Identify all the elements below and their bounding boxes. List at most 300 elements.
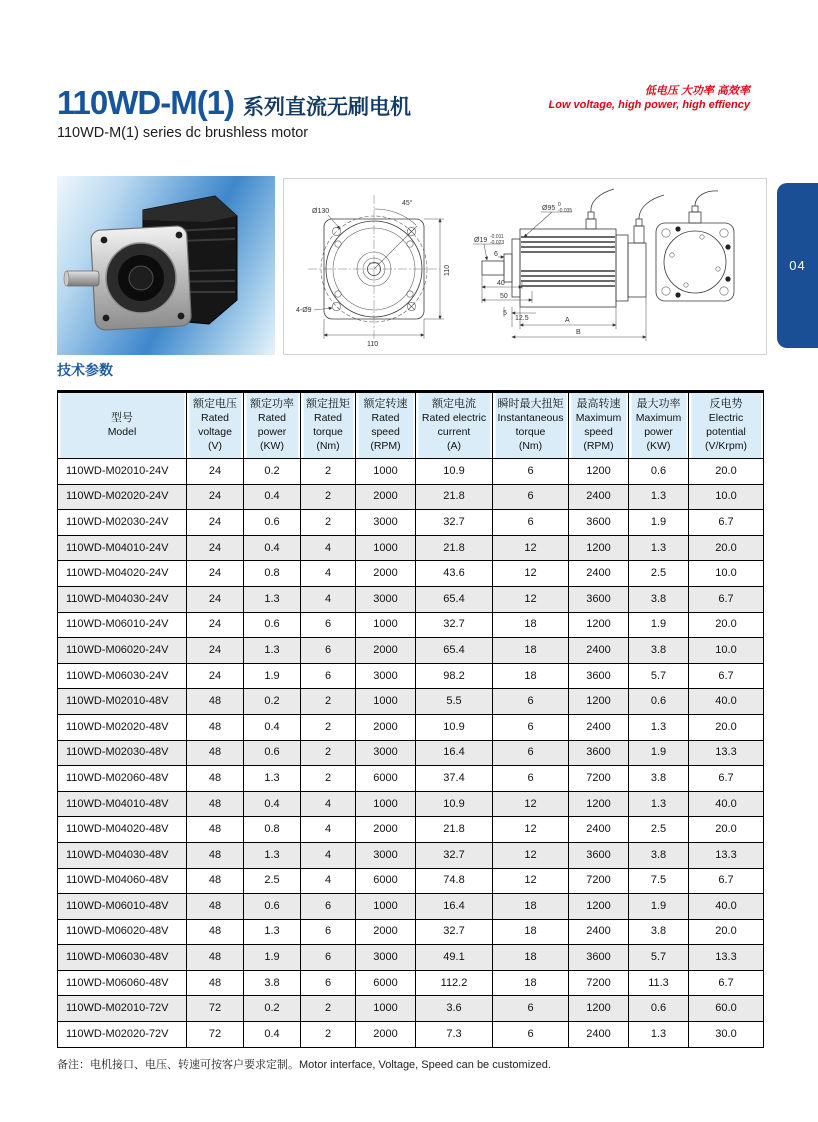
value-cell: 40.0 [689, 689, 764, 715]
value-cell: 2000 [356, 561, 416, 587]
value-cell: 2 [301, 766, 356, 792]
value-cell: 3600 [569, 663, 629, 689]
value-cell: 2.5 [244, 868, 301, 894]
value-cell: 24 [187, 612, 244, 638]
value-cell: 40.0 [689, 791, 764, 817]
value-cell: 0.4 [244, 791, 301, 817]
value-cell: 18 [493, 663, 569, 689]
value-cell: 3.8 [629, 842, 689, 868]
value-cell: 72 [187, 996, 244, 1022]
value-cell: 2.5 [629, 561, 689, 587]
table-row [58, 766, 764, 792]
dim-label: 50 [500, 293, 508, 300]
table-row [58, 484, 764, 510]
value-cell: 48 [187, 970, 244, 996]
value-cell: 4 [301, 868, 356, 894]
value-cell: 48 [187, 894, 244, 920]
value-cell: 0.6 [629, 459, 689, 485]
value-cell: 4 [301, 842, 356, 868]
value-cell: 3.8 [629, 586, 689, 612]
motor-illustration [57, 176, 275, 355]
dim-tolerance: 0 [558, 202, 561, 208]
value-cell: 6 [493, 1022, 569, 1048]
value-cell: 6 [493, 459, 569, 485]
value-cell: 6000 [356, 970, 416, 996]
value-cell: 4 [301, 586, 356, 612]
value-cell: 12 [493, 842, 569, 868]
value-cell: 2400 [569, 1022, 629, 1048]
model-cell: 110WD-M02010-48V [58, 689, 187, 715]
page-number-tab [777, 183, 818, 348]
value-cell: 0.2 [244, 996, 301, 1022]
value-cell: 6 [493, 484, 569, 510]
product-subtitle: 110WD-M(1) series dc brushless motor [57, 125, 309, 141]
table-row [58, 612, 764, 638]
value-cell: 6 [301, 894, 356, 920]
value-cell: 48 [187, 766, 244, 792]
value-cell: 48 [187, 868, 244, 894]
spec-table [57, 390, 764, 1048]
model-cell: 110WD-M02020-72V [58, 1022, 187, 1048]
value-cell: 6 [493, 740, 569, 766]
value-cell: 72 [187, 1022, 244, 1048]
page-number: 04 [789, 258, 806, 273]
model-cell: 110WD-M04060-48V [58, 868, 187, 894]
dim-label: Ø95 [542, 205, 556, 212]
header-row [58, 392, 764, 459]
value-cell: 0.2 [244, 459, 301, 485]
value-cell: 20.0 [689, 817, 764, 843]
value-cell: 21.8 [416, 817, 493, 843]
spec-table-head [58, 392, 764, 459]
value-cell: 1200 [569, 689, 629, 715]
value-cell: 6 [493, 714, 569, 740]
value-cell: 6.7 [689, 663, 764, 689]
value-cell: 3000 [356, 663, 416, 689]
value-cell: 1200 [569, 535, 629, 561]
value-cell: 37.4 [416, 766, 493, 792]
value-cell: 2 [301, 1022, 356, 1048]
side-view [473, 189, 664, 341]
value-cell: 43.6 [416, 561, 493, 587]
header-cell: 最高转速 Maximum speed (RPM) [569, 392, 629, 459]
value-cell: 32.7 [416, 612, 493, 638]
value-cell: 65.4 [416, 586, 493, 612]
product-photo [57, 176, 275, 355]
value-cell: 24 [187, 663, 244, 689]
value-cell: 3000 [356, 510, 416, 536]
value-cell: 3000 [356, 586, 416, 612]
value-cell: 3000 [356, 740, 416, 766]
value-cell: 0.6 [244, 740, 301, 766]
value-cell: 6000 [356, 868, 416, 894]
value-cell: 5.7 [629, 663, 689, 689]
value-cell: 21.8 [416, 535, 493, 561]
value-cell: 24 [187, 535, 244, 561]
value-cell: 5.5 [416, 689, 493, 715]
value-cell: 1200 [569, 791, 629, 817]
header-cell: 额定功率 Rated power (KW) [244, 392, 301, 459]
model-cell: 110WD-M04010-24V [58, 535, 187, 561]
value-cell: 60.0 [689, 996, 764, 1022]
customization-note: 备注：电机接口、电压、转速可按客户要求定制。Motor interface, Voltage, Speed can be customized. [57, 1059, 551, 1071]
value-cell: 6.7 [689, 510, 764, 536]
value-cell: 11.3 [629, 970, 689, 996]
table-row [58, 459, 764, 485]
value-cell: 2400 [569, 484, 629, 510]
value-cell: 2400 [569, 714, 629, 740]
value-cell: 6 [493, 766, 569, 792]
value-cell: 0.4 [244, 484, 301, 510]
section-title: 技术参数 [57, 362, 113, 378]
value-cell: 3600 [569, 586, 629, 612]
value-cell: 1.3 [244, 586, 301, 612]
value-cell: 4 [301, 535, 356, 561]
value-cell: 18 [493, 638, 569, 664]
value-cell: 6.7 [689, 586, 764, 612]
header-cell: 瞬时最大扭矩 Instantaneous torque (Nm) [493, 392, 569, 459]
value-cell: 1000 [356, 996, 416, 1022]
value-cell: 4 [301, 817, 356, 843]
value-cell: 1000 [356, 459, 416, 485]
table-row [58, 561, 764, 587]
value-cell: 1.9 [629, 894, 689, 920]
value-cell: 13.3 [689, 842, 764, 868]
value-cell: 3.8 [629, 638, 689, 664]
value-cell: 0.6 [244, 510, 301, 536]
table-row [58, 842, 764, 868]
value-cell: 1.3 [629, 791, 689, 817]
dim-label: 110 [367, 341, 379, 348]
value-cell: 24 [187, 459, 244, 485]
value-cell: 4 [301, 561, 356, 587]
table-row [58, 510, 764, 536]
model-cell: 110WD-M04030-24V [58, 586, 187, 612]
value-cell: 20.0 [689, 459, 764, 485]
value-cell: 2 [301, 740, 356, 766]
dim-label: 12.5 [515, 315, 529, 322]
model-cell: 110WD-M04020-24V [58, 561, 187, 587]
value-cell: 2 [301, 484, 356, 510]
product-title-cn: 系列直流无刷电机 [243, 96, 412, 119]
product-title: 110WD-M(1) [57, 84, 235, 121]
model-cell: 110WD-M02020-24V [58, 484, 187, 510]
value-cell: 7.5 [629, 868, 689, 894]
value-cell: 18 [493, 919, 569, 945]
model-cell: 110WD-M04020-48V [58, 817, 187, 843]
value-cell: 3600 [569, 842, 629, 868]
value-cell: 2000 [356, 1022, 416, 1048]
value-cell: 6.7 [689, 766, 764, 792]
value-cell: 2000 [356, 714, 416, 740]
value-cell: 49.1 [416, 945, 493, 971]
rear-view [656, 191, 734, 301]
model-cell: 110WD-M04030-48V [58, 842, 187, 868]
value-cell: 20.0 [689, 612, 764, 638]
value-cell: 1.9 [629, 612, 689, 638]
value-cell: 18 [493, 894, 569, 920]
value-cell: 0.6 [244, 894, 301, 920]
value-cell: 20.0 [689, 714, 764, 740]
spec-table-body [58, 459, 764, 1048]
value-cell: 98.2 [416, 663, 493, 689]
header-cell: 额定转速 Rated speed (RPM) [356, 392, 416, 459]
table-row [58, 970, 764, 996]
value-cell: 65.4 [416, 638, 493, 664]
value-cell: 12 [493, 586, 569, 612]
header-cell: 额定电压 Rated voltage (V) [187, 392, 244, 459]
value-cell: 3.6 [416, 996, 493, 1022]
header-cell: 最大功率 Maximum power (KW) [629, 392, 689, 459]
value-cell: 12 [493, 791, 569, 817]
model-cell: 110WD-M06020-48V [58, 919, 187, 945]
value-cell: 13.3 [689, 740, 764, 766]
value-cell: 48 [187, 945, 244, 971]
value-cell: 1000 [356, 612, 416, 638]
model-cell: 110WD-M06030-48V [58, 945, 187, 971]
value-cell: 10.0 [689, 638, 764, 664]
value-cell: 1.3 [244, 766, 301, 792]
value-cell: 1200 [569, 996, 629, 1022]
model-cell: 110WD-M06010-48V [58, 894, 187, 920]
value-cell: 0.8 [244, 561, 301, 587]
dim-label: B [576, 329, 581, 336]
value-cell: 6.7 [689, 970, 764, 996]
value-cell: 24 [187, 561, 244, 587]
dim-label: Ø19 [474, 237, 488, 244]
value-cell: 20.0 [689, 535, 764, 561]
table-row [58, 919, 764, 945]
value-cell: 30.0 [689, 1022, 764, 1048]
value-cell: 48 [187, 740, 244, 766]
dim-label: A [565, 317, 570, 324]
value-cell: 10.9 [416, 714, 493, 740]
value-cell: 1000 [356, 791, 416, 817]
model-cell: 110WD-M02020-48V [58, 714, 187, 740]
value-cell: 0.4 [244, 535, 301, 561]
value-cell: 40.0 [689, 894, 764, 920]
value-cell: 0.4 [244, 714, 301, 740]
value-cell: 3.8 [629, 919, 689, 945]
value-cell: 3600 [569, 945, 629, 971]
table-row [58, 945, 764, 971]
value-cell: 2000 [356, 484, 416, 510]
value-cell: 6 [301, 919, 356, 945]
model-cell: 110WD-M02010-72V [58, 996, 187, 1022]
model-cell: 110WD-M02030-48V [58, 740, 187, 766]
dim-tolerance: -0.011 [490, 234, 504, 240]
value-cell: 74.8 [416, 868, 493, 894]
value-cell: 10.0 [689, 561, 764, 587]
value-cell: 3.8 [244, 970, 301, 996]
value-cell: 6 [493, 996, 569, 1022]
header-cell: 反电势 Electric potential (V/Krpm) [689, 392, 764, 459]
value-cell: 6.7 [689, 868, 764, 894]
value-cell: 2000 [356, 638, 416, 664]
value-cell: 18 [493, 945, 569, 971]
value-cell: 48 [187, 817, 244, 843]
value-cell: 1000 [356, 894, 416, 920]
value-cell: 0.4 [244, 1022, 301, 1048]
tagline [549, 84, 751, 113]
table-row [58, 996, 764, 1022]
value-cell: 4 [301, 791, 356, 817]
table-row [58, 894, 764, 920]
table-row [58, 663, 764, 689]
value-cell: 20.0 [689, 919, 764, 945]
dim-label: 4-Ø9 [296, 307, 312, 314]
value-cell: 1000 [356, 535, 416, 561]
model-cell: 110WD-M06030-24V [58, 663, 187, 689]
value-cell: 2400 [569, 638, 629, 664]
value-cell: 2 [301, 510, 356, 536]
value-cell: 13.3 [689, 945, 764, 971]
value-cell: 16.4 [416, 740, 493, 766]
model-cell: 110WD-M02030-24V [58, 510, 187, 536]
value-cell: 1.3 [629, 714, 689, 740]
value-cell: 2 [301, 996, 356, 1022]
model-cell: 110WD-M04010-48V [58, 791, 187, 817]
value-cell: 3.8 [629, 766, 689, 792]
value-cell: 24 [187, 484, 244, 510]
header-cell: 额定电流 Rated electric current (A) [416, 392, 493, 459]
table-row [58, 689, 764, 715]
value-cell: 10.9 [416, 459, 493, 485]
value-cell: 1000 [356, 689, 416, 715]
value-cell: 1200 [569, 459, 629, 485]
value-cell: 1200 [569, 894, 629, 920]
value-cell: 1.9 [244, 663, 301, 689]
table-row [58, 1022, 764, 1048]
value-cell: 10.9 [416, 791, 493, 817]
table-row [58, 638, 764, 664]
value-cell: 0.6 [629, 996, 689, 1022]
value-cell: 6 [301, 945, 356, 971]
value-cell: 1.3 [629, 1022, 689, 1048]
value-cell: 7.3 [416, 1022, 493, 1048]
value-cell: 112.2 [416, 970, 493, 996]
model-cell: 110WD-M06060-48V [58, 970, 187, 996]
value-cell: 1.9 [629, 510, 689, 536]
value-cell: 7200 [569, 970, 629, 996]
header-cell: 型号 Model [58, 392, 187, 459]
value-cell: 3000 [356, 945, 416, 971]
value-cell: 48 [187, 714, 244, 740]
dim-label: Ø130 [312, 208, 330, 215]
value-cell: 12 [493, 535, 569, 561]
value-cell: 1.3 [244, 919, 301, 945]
table-row [58, 868, 764, 894]
value-cell: 12 [493, 868, 569, 894]
table-row [58, 791, 764, 817]
value-cell: 7200 [569, 868, 629, 894]
value-cell: 0.8 [244, 817, 301, 843]
value-cell: 2000 [356, 919, 416, 945]
value-cell: 6 [301, 663, 356, 689]
model-cell: 110WD-M06020-24V [58, 638, 187, 664]
table-row [58, 586, 764, 612]
value-cell: 32.7 [416, 919, 493, 945]
value-cell: 1.9 [244, 945, 301, 971]
dim-label: 45° [402, 200, 413, 207]
value-cell: 6 [493, 510, 569, 536]
value-cell: 2000 [356, 817, 416, 843]
value-cell: 1.9 [629, 740, 689, 766]
value-cell: 0.6 [244, 612, 301, 638]
dim-label: 5 [503, 310, 507, 317]
value-cell: 5.7 [629, 945, 689, 971]
model-cell: 110WD-M02060-48V [58, 766, 187, 792]
value-cell: 3600 [569, 510, 629, 536]
value-cell: 6000 [356, 766, 416, 792]
tagline-en: Low voltage, high power, high effiency [548, 99, 750, 112]
dim-tolerance: -0.035 [558, 208, 573, 214]
value-cell: 1.3 [244, 842, 301, 868]
value-cell: 6 [301, 612, 356, 638]
value-cell: 10.0 [689, 484, 764, 510]
value-cell: 1.3 [629, 535, 689, 561]
value-cell: 1.3 [244, 638, 301, 664]
model-cell: 110WD-M02010-24V [58, 459, 187, 485]
value-cell: 3000 [356, 842, 416, 868]
value-cell: 0.2 [244, 689, 301, 715]
value-cell: 18 [493, 612, 569, 638]
value-cell: 0.6 [629, 689, 689, 715]
dim-label: 6 [494, 251, 498, 258]
value-cell: 48 [187, 791, 244, 817]
dim-label: 40 [497, 280, 505, 287]
value-cell: 32.7 [416, 842, 493, 868]
dim-label: 110 [444, 264, 451, 276]
value-cell: 6 [301, 970, 356, 996]
value-cell: 7200 [569, 766, 629, 792]
value-cell: 6 [301, 638, 356, 664]
value-cell: 48 [187, 919, 244, 945]
value-cell: 2 [301, 714, 356, 740]
front-view [296, 195, 451, 348]
value-cell: 21.8 [416, 484, 493, 510]
value-cell: 1200 [569, 612, 629, 638]
value-cell: 16.4 [416, 894, 493, 920]
dim-tolerance: -0.023 [490, 240, 505, 246]
value-cell: 2 [301, 459, 356, 485]
value-cell: 48 [187, 842, 244, 868]
value-cell: 2400 [569, 561, 629, 587]
value-cell: 48 [187, 689, 244, 715]
value-cell: 24 [187, 638, 244, 664]
value-cell: 2400 [569, 817, 629, 843]
table-row [58, 714, 764, 740]
value-cell: 2 [301, 689, 356, 715]
value-cell: 24 [187, 510, 244, 536]
value-cell: 3600 [569, 740, 629, 766]
model-cell: 110WD-M06010-24V [58, 612, 187, 638]
table-row [58, 740, 764, 766]
value-cell: 18 [493, 970, 569, 996]
value-cell: 6 [493, 689, 569, 715]
value-cell: 2400 [569, 919, 629, 945]
title-block [57, 84, 411, 141]
table-row [58, 535, 764, 561]
value-cell: 24 [187, 586, 244, 612]
dimension-drawings [283, 178, 767, 355]
value-cell: 1.3 [629, 484, 689, 510]
tagline-cn: 低电压 大功率 高效率 [644, 85, 750, 97]
value-cell: 12 [493, 561, 569, 587]
value-cell: 12 [493, 817, 569, 843]
header-cell: 额定扭矩 Rated torque (Nm) [301, 392, 356, 459]
table-row [58, 817, 764, 843]
